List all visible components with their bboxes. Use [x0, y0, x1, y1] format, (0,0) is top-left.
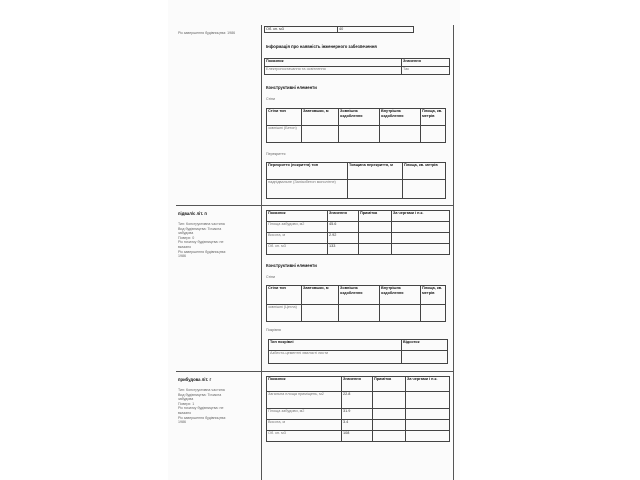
- block-line: забудова: [178, 397, 194, 402]
- floors-table: [266, 162, 446, 199]
- block-line: вказано: [178, 410, 192, 415]
- cell: зовнішні (Цегла): [267, 305, 302, 322]
- cell: [302, 305, 339, 322]
- table-header-row: [267, 109, 446, 126]
- col-header: Перекриття (покриття) тип: [267, 163, 348, 180]
- cell: Електропостачання та освітлення: [265, 67, 402, 75]
- block-line: забудова: [178, 231, 194, 236]
- cell: Об. кн. м3: [265, 27, 338, 33]
- col-header: Площа, кв. метрів: [421, 109, 446, 126]
- table-row: [267, 431, 450, 442]
- block-line: Поверх: 0: [178, 235, 195, 240]
- col-header: Стіни тип: [267, 286, 302, 305]
- col-header: Відсоток: [402, 340, 448, 351]
- left-completion-text: Рік завершення будівництва: 1986: [178, 31, 236, 35]
- constructive-title-1: Конструктивні елементи: [266, 85, 317, 90]
- col-header: Зовнішнє оздоблення: [339, 286, 380, 305]
- table-row: [267, 305, 446, 322]
- cell: Загальна площа приміщень, м2: [267, 392, 342, 409]
- col-header: Внутрішнє оздоблення: [380, 286, 421, 305]
- block-line: Вид будівництва: Тичасна: [178, 226, 222, 231]
- cell: зовнішні (Бетон): [267, 126, 302, 143]
- block-line: Тип: Конструктивна частина: [178, 388, 225, 392]
- cell: [406, 392, 450, 409]
- cell: 2.92: [328, 233, 359, 244]
- cell: Висота, м: [267, 420, 342, 431]
- cell: [380, 305, 421, 322]
- cell: 108: [342, 431, 373, 442]
- cell: Площа забудови, м2: [267, 409, 342, 420]
- cell: [373, 409, 406, 420]
- block-line: 1986: [178, 420, 186, 425]
- col-header: Товщина перекриття, м: [348, 163, 403, 180]
- constructive-title-2: Конструктивні елементи: [266, 263, 317, 268]
- table-header-row: [267, 163, 446, 180]
- col-header: Значення: [402, 59, 450, 67]
- table-header-row: [269, 340, 448, 351]
- column-divider: [261, 25, 262, 480]
- walls-table-2: [266, 285, 446, 322]
- cell: [421, 305, 446, 322]
- cell: [359, 233, 392, 244]
- table-row: [267, 392, 450, 409]
- col-header: Показник: [267, 211, 328, 222]
- cell: [339, 305, 380, 322]
- floors-label: Перекриття: [266, 152, 286, 156]
- cell: [406, 420, 450, 431]
- roof-table: [268, 339, 448, 364]
- table-row: [267, 244, 450, 255]
- engineering-table: [264, 58, 450, 75]
- cell: [359, 244, 392, 255]
- table-row: [267, 420, 450, 431]
- col-header: Примітка: [359, 211, 392, 222]
- col-header: Завтовшки, м: [302, 109, 339, 126]
- block-line: вказано: [178, 244, 192, 249]
- table-row: [267, 233, 450, 244]
- cell: [403, 180, 446, 199]
- block-line: 1986: [178, 254, 186, 259]
- cell: Висота, м: [267, 233, 328, 244]
- engineering-title: Інформація про наявність інженерного забезпечення: [266, 44, 377, 49]
- block-title-pidval: підвал/с літ. п: [178, 211, 207, 216]
- col-header: За чергами і п.к.: [392, 211, 450, 222]
- col-header: Завтовшки, м: [302, 286, 339, 305]
- col-header: Площа, кв. метрів: [403, 163, 446, 180]
- cell: 45.6: [328, 222, 359, 233]
- table-row: [265, 67, 450, 75]
- col-header: Площа, кв. метрів: [421, 286, 446, 305]
- col-header: Примітка: [373, 377, 406, 392]
- cell: [392, 244, 450, 255]
- cell: [348, 180, 403, 199]
- cell: [373, 420, 406, 431]
- cell: [380, 126, 421, 143]
- block-line: Рік початку будівництва: не: [178, 240, 224, 245]
- col-header: Значення: [342, 377, 373, 392]
- cell: Так: [402, 67, 450, 75]
- col-header: Тип покрівлі: [269, 340, 402, 351]
- page-right-border: [453, 25, 454, 480]
- cell: Площа забудови, м2: [267, 222, 328, 233]
- block-line: Тип: Конструктивна частина: [178, 222, 225, 226]
- table-header-row: [267, 211, 450, 222]
- block-lines-prybudova: [178, 388, 226, 425]
- cell: надпідвальне (Залізобетон монолітне): [267, 180, 348, 199]
- cell: [359, 222, 392, 233]
- walls-table-1: [266, 108, 446, 143]
- section-divider-1: [176, 205, 454, 206]
- cell: 31.9: [342, 409, 373, 420]
- block-line: Рік завершення будівництва:: [178, 415, 227, 420]
- cell: 22.8: [342, 392, 373, 409]
- table-row: [269, 351, 448, 364]
- cell: Об. кн. м3: [267, 244, 328, 255]
- cell: [302, 126, 339, 143]
- prybudova-indicators-table: [266, 376, 450, 442]
- cell: [392, 222, 450, 233]
- table-row: [265, 27, 414, 33]
- table-header-row: [267, 286, 446, 305]
- col-header: Показник: [265, 59, 402, 67]
- table-row: [267, 180, 446, 199]
- table-row: [267, 409, 450, 420]
- pidval-indicators-table: [266, 210, 450, 255]
- block-line: Рік початку будівництва: не: [178, 406, 224, 411]
- table-row: [267, 126, 446, 143]
- block-line: Рік завершення будівництва:: [178, 249, 227, 254]
- table-row: [267, 222, 450, 233]
- walls-label-2: Стіни: [266, 275, 276, 279]
- cell: [402, 351, 448, 364]
- col-header: Показник: [267, 377, 342, 392]
- cell: [406, 409, 450, 420]
- top-volume-table: [264, 26, 414, 33]
- block-lines-pidval: [178, 222, 226, 259]
- cell: [406, 431, 450, 442]
- col-header: Стіни тип: [267, 109, 302, 126]
- block-line: Вид будівництва: Тичасна: [178, 392, 222, 397]
- table-header-row: [267, 377, 450, 392]
- cell: [421, 126, 446, 143]
- cell: [339, 126, 380, 143]
- cell: 133: [328, 244, 359, 255]
- cell: [392, 233, 450, 244]
- cell: Азбесто-цементні хвилясті листи: [269, 351, 402, 364]
- col-header: За чергами і п.к.: [406, 377, 450, 392]
- cell: Об. кн. м3: [267, 431, 342, 442]
- cell: [373, 431, 406, 442]
- roof-label: Покрівля: [266, 328, 281, 332]
- cell: 40: [338, 27, 414, 33]
- col-header: Зовнішнє оздоблення: [339, 109, 380, 126]
- block-line: Поверх: 1: [178, 401, 195, 406]
- cell: 3.4: [342, 420, 373, 431]
- cell: [373, 392, 406, 409]
- left-completion-year: [178, 31, 235, 36]
- walls-label-1: Стіни: [266, 97, 276, 101]
- col-header: Внутрішнє оздоблення: [380, 109, 421, 126]
- section-divider-2: [176, 371, 454, 372]
- table-header-row: [265, 59, 450, 67]
- col-header: Значення: [328, 211, 359, 222]
- block-title-prybudova: прибудова літ. г: [178, 377, 212, 382]
